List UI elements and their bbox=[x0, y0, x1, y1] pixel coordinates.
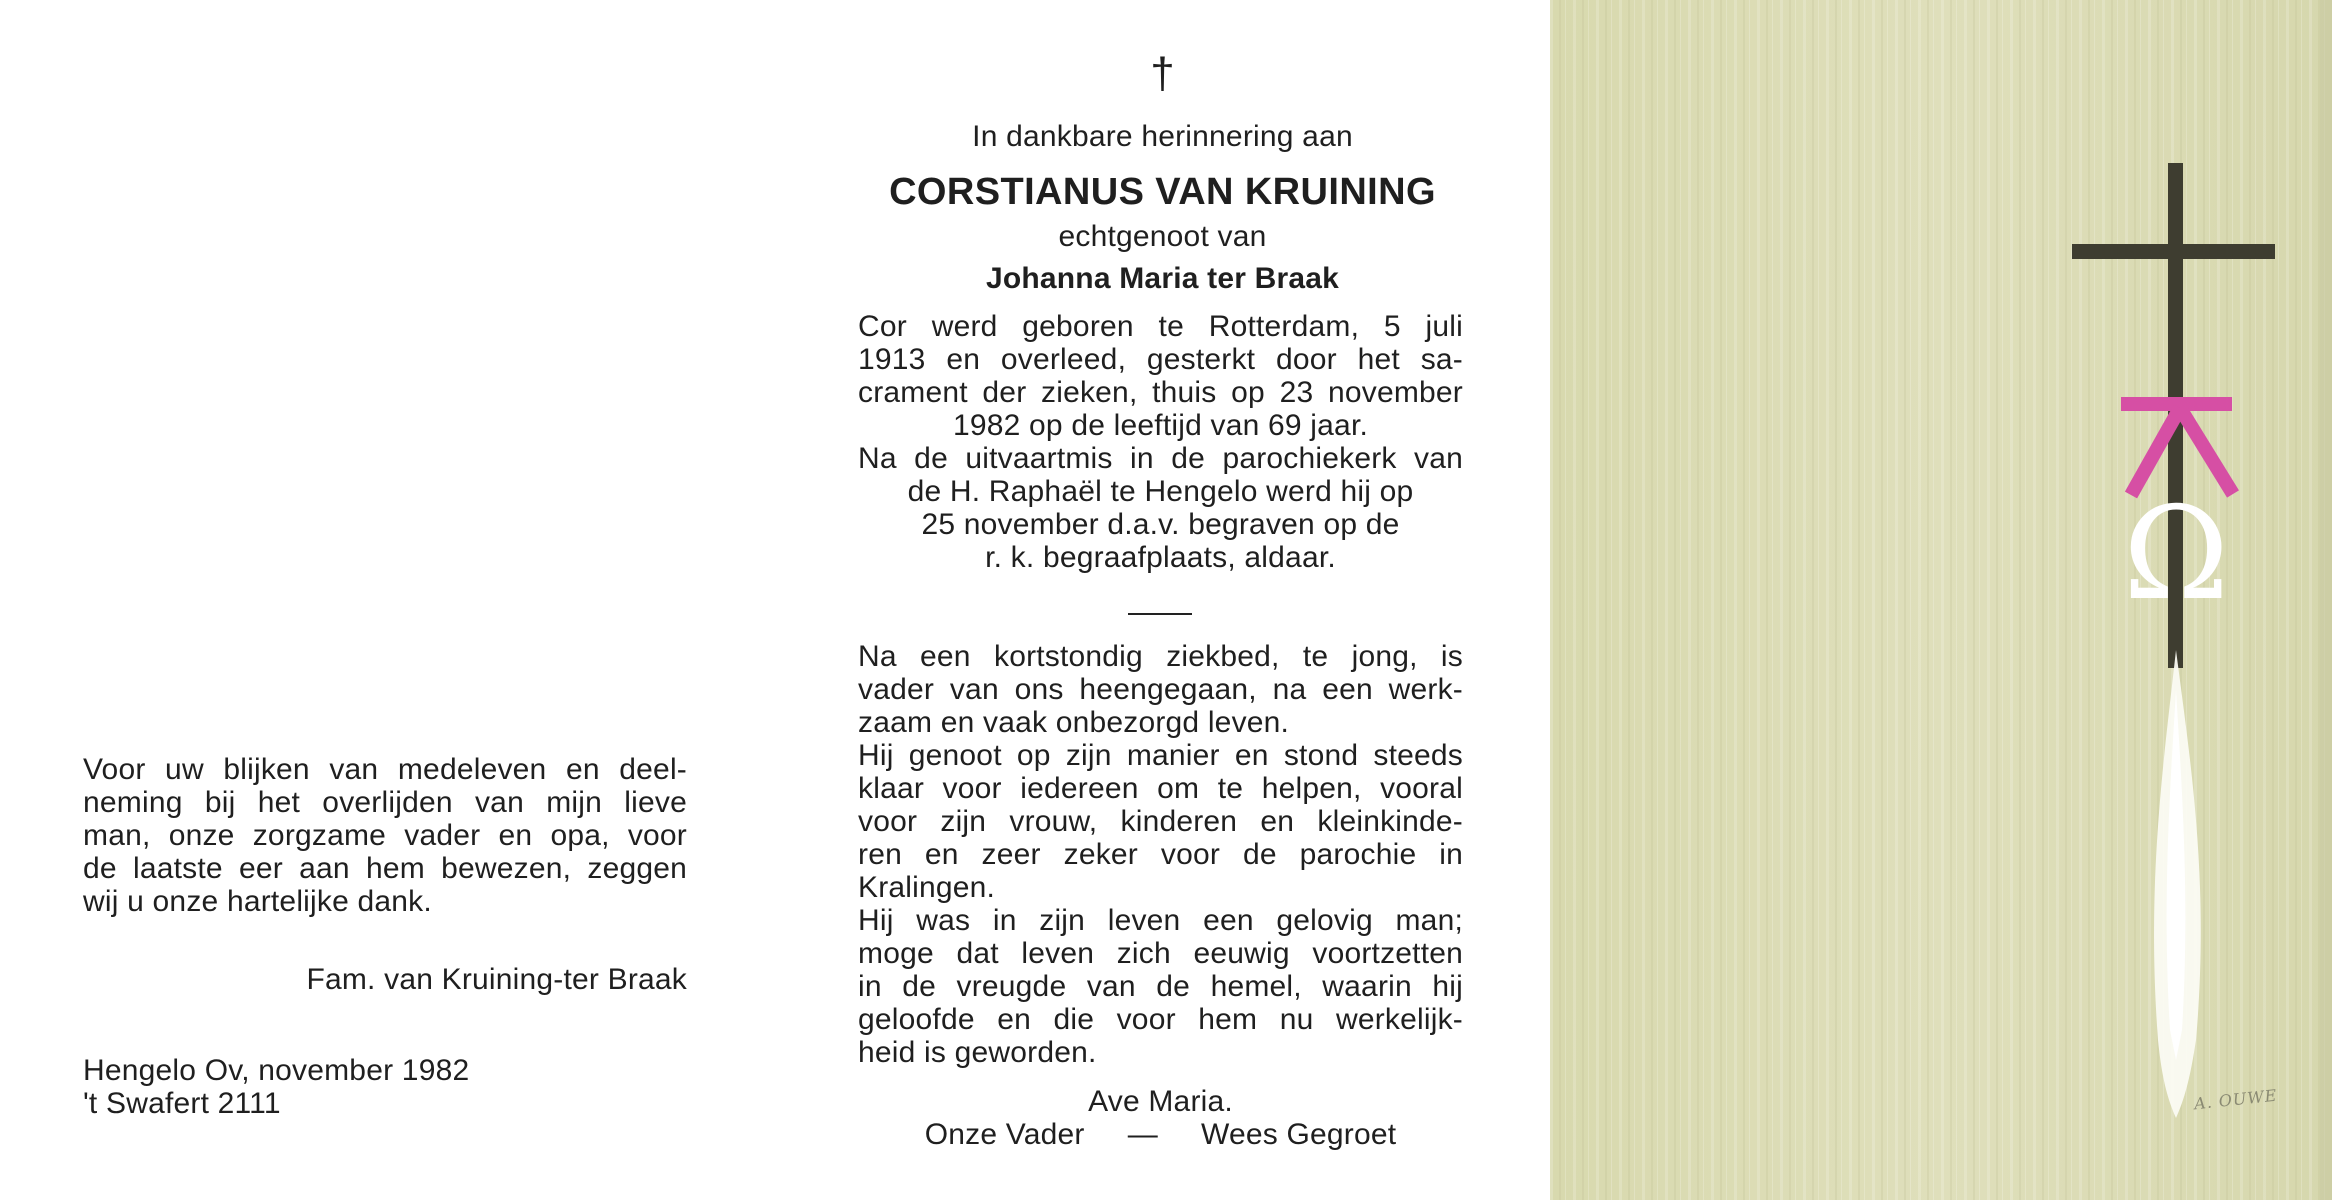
thanks-line: de laatste eer aan hem bewezen, zeggen bbox=[83, 852, 687, 885]
thanks-line: Voor uw blijken van medeleven en deel- bbox=[83, 753, 687, 786]
address: 't Swafert 2111 bbox=[83, 1087, 281, 1120]
middle-page bbox=[775, 0, 1550, 1200]
bio-line: Na de uitvaartmis in de parochiekerk van bbox=[858, 442, 1463, 475]
prayer-line bbox=[858, 1118, 1463, 1151]
memorial-line: zaam en vaak onbezorgd leven. bbox=[858, 706, 1290, 739]
prayer-dash: — bbox=[1127, 1118, 1158, 1151]
memorial-line: vader van ons heengegaan, na een werk- bbox=[858, 673, 1463, 706]
memorial-line: geloofde en die voor hem nu werkelijk- bbox=[858, 1003, 1463, 1036]
bio-line: crament der zieken, thuis op 23 november bbox=[858, 376, 1463, 409]
memorial-line: Kralingen. bbox=[858, 871, 996, 904]
bio-line: Cor werd geboren te Rotterdam, 5 juli bbox=[858, 310, 1463, 343]
bio-line: 1982 op de leeftijd van 69 jaar. bbox=[952, 409, 1369, 442]
right-page-artwork bbox=[1550, 0, 2332, 1200]
intro-text: In dankbare herinnering aan bbox=[972, 120, 1353, 153]
prayer-onze-vader: Onze Vader bbox=[924, 1118, 1085, 1151]
cross-icon: † bbox=[1150, 49, 1175, 98]
place-date-block bbox=[83, 1054, 583, 1120]
memorial-line: in de vreugde van de hemel, waarin hij bbox=[858, 970, 1463, 1003]
family-signature: Fam. van Kruining-ter Braak bbox=[306, 963, 687, 996]
thanks-line: man, onze zorgzame vader en opa, voor bbox=[83, 819, 687, 852]
spouse-name: Johanna Maria ter Braak bbox=[985, 262, 1340, 295]
cross-artwork bbox=[1550, 0, 2332, 1200]
memorial-line: heid is geworden. bbox=[858, 1036, 1097, 1069]
bio-line: de H. Raphaël te Hengelo werd hij op bbox=[907, 475, 1414, 508]
deceased-name: CORSTIANUS VAN KRUINING bbox=[889, 171, 1436, 213]
place-date: Hengelo Ov, november 1982 bbox=[83, 1054, 470, 1087]
memorial-line: Hij genoot op zijn manier en stond steeds bbox=[858, 739, 1463, 772]
prayer-ave-maria: Ave Maria. bbox=[1088, 1085, 1233, 1118]
bio-line: 1913 en overleed, gesterkt door het sa- bbox=[858, 343, 1463, 376]
memorial-line: Hij was in zijn leven een gelovig man; bbox=[858, 904, 1463, 937]
memorial-text bbox=[858, 640, 1463, 1069]
thanks-line: neming bij het overlijden van mijn lieve bbox=[83, 786, 687, 819]
thanks-message bbox=[83, 753, 687, 918]
omega-symbol: Ω bbox=[2122, 480, 2230, 629]
left-page bbox=[0, 0, 775, 1200]
memorial-line: klaar voor iedereen om te helpen, vooral bbox=[858, 772, 1463, 805]
closing-prayers bbox=[858, 1085, 1463, 1151]
memorial-line: ren en zeer zeker voor de parochie in bbox=[858, 838, 1463, 871]
artist-signature: A. OUWE bbox=[2193, 1085, 2279, 1114]
memorial-line: voor zijn vrouw, kinderen en kleinkinde- bbox=[858, 805, 1463, 838]
prayer-wees-gegroet: Wees Gegroet bbox=[1200, 1118, 1397, 1151]
spouse-label: echtgenoot van bbox=[1058, 220, 1267, 253]
memorial-line: Na een kortstondig ziekbed, te jong, is bbox=[858, 640, 1463, 673]
thanks-line: wij u onze hartelijke dank. bbox=[83, 885, 432, 918]
biography bbox=[858, 310, 1463, 574]
bio-line: r. k. begraafplaats, aldaar. bbox=[985, 541, 1336, 574]
memorial-line: moge dat leven zich eeuwig voortzetten bbox=[858, 937, 1463, 970]
bio-line: 25 november d.a.v. begraven op de bbox=[921, 508, 1400, 541]
divider bbox=[1128, 613, 1192, 615]
cross-horizontal-bar bbox=[2072, 244, 2275, 259]
